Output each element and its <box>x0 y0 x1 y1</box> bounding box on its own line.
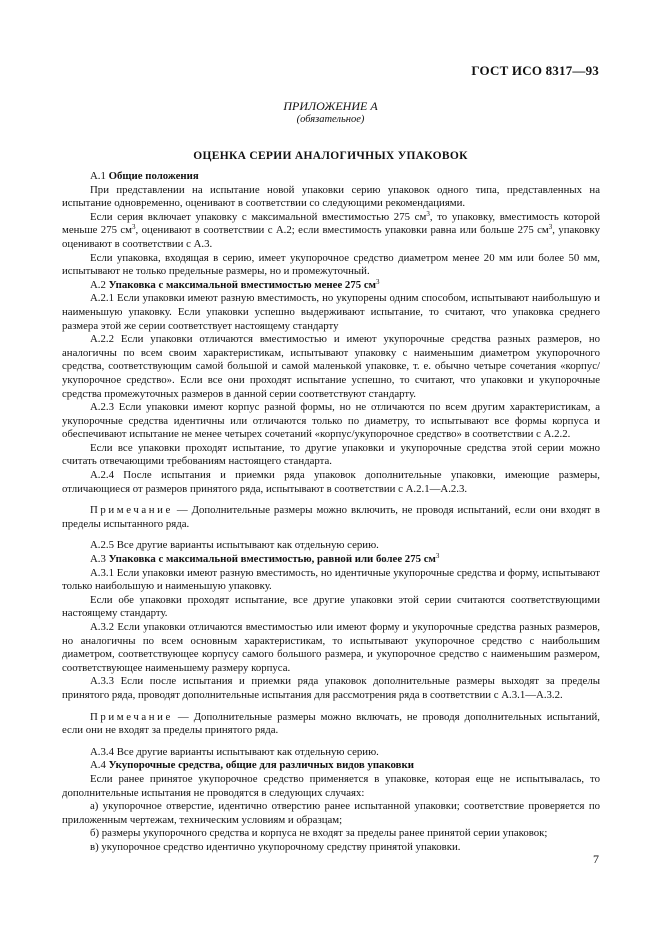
page-number: 7 <box>593 852 599 866</box>
note <box>62 504 600 531</box>
note-label: Примечание <box>90 710 173 723</box>
text-fragment: Если серия включает упаковку с максимальной вместимостью 275 см <box>90 210 427 223</box>
superscript: 3 <box>435 552 440 561</box>
section-title: Общие положения <box>108 170 199 182</box>
list-item: б) размеры укупорочного средства и корпуса не входят за пределы ранее принятой серии упаковок; <box>90 827 548 840</box>
paragraph: Если все упаковки проходят испытание, то другие упаковки и укупорочные средства этой серии можно считать отвечающими требованиям настоящего стандарта. <box>62 441 600 468</box>
paragraph <box>62 211 600 252</box>
section-title: Укупорочные средства, общие для различных видов упаковки <box>108 759 414 772</box>
paragraph: А.3.2 Если упаковки отличаются вместимостью или имеют форму и укупорочные средства разных размеров, но аналогичны по всем основным характеристикам, то испытывают укупорочное средство с наибольшим диаметром, соответствующее корпусу самого большого размера, и укупорочное средство с наименьшим размером, соответствующее наименьшему размеру корпуса. <box>62 621 600 674</box>
paragraph: Если упаковка, входящая в серию, имеет укупорочное средство диаметром менее 20 мм или более 50 мм, испытывают не только предельные размеры, но и промежуточный. <box>62 251 600 278</box>
paragraph: При представлении на испытание новой упаковки серию упаковок одного типа, представленных на испытание одновременно, оценивают в соответствии со следующими рекомендациями. <box>62 183 600 210</box>
section-a2-heading <box>62 279 600 293</box>
document-code: ГОСТ ИСО 8317—93 <box>471 63 599 78</box>
section-a3-heading <box>62 553 600 567</box>
paragraph: А.2.5 Все другие варианты испытывают как отдельную серию. <box>90 539 379 552</box>
appendix-label: ПРИЛОЖЕНИЕ А <box>283 99 378 113</box>
list-item: в) укупорочное средство идентично укупорочному средству принятой упаковки. <box>90 840 461 853</box>
document-body <box>62 170 600 855</box>
list-item: а) укупорочное отверстие, идентично отверстию ранее испытанной упаковки; соответствие проверяется по приложенным чертежам, техническим условиям и образцам; <box>62 800 600 826</box>
text-fragment: , оценивают в соответствии с А.2; если вместимость упаковки равна или больше 275 см <box>135 224 549 237</box>
section-a1-heading <box>62 170 600 184</box>
paragraph: А.3.3 Если после испытания и приемки ряда упаковок дополнительные размеры выходят за пределы принятого ряда, проводят дополнительные испытания для рассмотрения ряда в соответствии с А.3.1—А.3.2. <box>62 675 600 701</box>
appendix-title: ОЦЕНКА СЕРИИ АНАЛОГИЧНЫХ УПАКОВОК <box>193 150 468 162</box>
superscript: 3 <box>132 223 136 232</box>
note-label: Примечание <box>90 504 173 517</box>
appendix-heading <box>0 99 661 127</box>
paragraph: А.2.4 После испытания и приемки ряда упаковок дополнительные упаковки, имеющие размеры, отличающиеся от размеров принятого ряда, испытывают в соответствии с А.2.1—А.2.3. <box>62 469 600 495</box>
section-number: А.2 <box>90 278 109 291</box>
section-number: А.1 <box>90 170 109 182</box>
text-fragment: , то упаковку, вместимость которой меньше 275 см <box>62 210 600 237</box>
paragraph: А.3.4 Все другие варианты испытывают как отдельную серию. <box>90 745 379 758</box>
appendix-status: (обязательное) <box>296 114 365 125</box>
superscript: 3 <box>548 223 553 232</box>
note <box>62 711 600 738</box>
section-title: Упаковка с максимальной вместимостью менее 275 см <box>108 278 376 291</box>
paragraph: Если обе упаковки проходят испытание, все другие упаковки этой серии считаются соответствующими настоящему стандарту. <box>62 593 600 620</box>
section-a4-heading <box>62 759 600 773</box>
note-text: — Дополнительные размеры можно включить, не проводя испытаний, если они входят в пределы испытанного ряда. <box>62 504 600 530</box>
text-fragment: , упаковку оценивают в соответствии с А.3. <box>62 224 600 250</box>
paragraph: Если ранее принятое укупорочное средство применяется в упаковке, которая еще не испытывалась, то дополнительные испытания не проводятся в следующих случаях: <box>62 772 600 799</box>
superscript: 3 <box>375 277 380 286</box>
paragraph: А.2.3 Если упаковки имеют корпус разной формы, но не отличаются по всем другим характеристикам, а укупорочные средства идентичны или отличаются только по диаметру, то испытывают все формы корпуса и обеспечивают испытание не менее четырех сочетаний «корпус/укупорочное средство» в соответствии с А.2.2. <box>62 401 600 441</box>
superscript: 3 <box>426 209 430 218</box>
section-number: А.3 <box>90 553 109 566</box>
paragraph: А.2.1 Если упаковки имеют разную вместимость, но укупорены одним способом, испытывают наибольшую и наименьшую упаковку. Если упаковки успешно выдерживают испытание, то считают, что упаковка среднего размера этой же серии соответствует настоящему стандарту <box>62 292 600 332</box>
section-number: А.4 <box>90 759 109 772</box>
paragraph: А.3.1 Если упаковки имеют разную вместимость, но идентичные укупорочные средства и форму, испытывают только наибольшую и наименьшую упаковку. <box>62 566 600 593</box>
paragraph: А.2.2 Если упаковки отличаются вместимостью и имеют укупорочные средства разных размеров, но аналогичны по всем своим характеристикам, испытывают упаковку с наименьшим диаметром укупорочного средства, соответствующим самой большой и самой маленькой упаковке, т. е. обычно четыре сочетания «корпус/укупорочное средство». Если все они проходят испытание успешно, то считают, что упаковки и укупорочные средства промежуточных размеров в данной серии соответствуют стандарту. <box>62 333 600 400</box>
note-text: — Дополнительные размеры можно включать, не проводя дополнительных испытаний, если они не входят за пределы принятого ряда. <box>62 710 600 737</box>
section-title: Упаковка с максимальной вместимостью, равной или более 275 см <box>108 553 436 566</box>
